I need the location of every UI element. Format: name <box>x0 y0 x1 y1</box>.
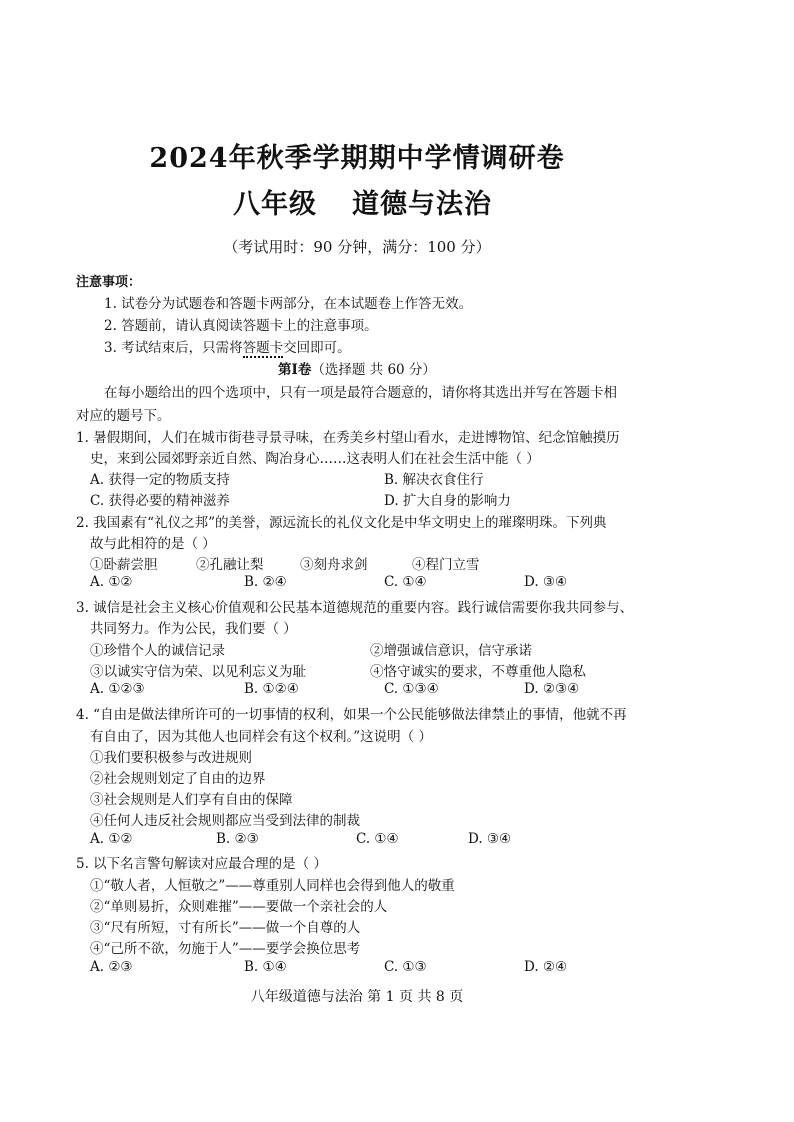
subject-label: 道德与法治 <box>352 189 492 220</box>
note-item <box>104 336 351 356</box>
question-3-option-a: A. ①②③ <box>90 681 145 697</box>
question-4-option-a: A. ①② <box>90 831 133 847</box>
section-instructions: 对应的题号下。 <box>76 408 171 424</box>
question-4-option-d: D. ③④ <box>468 831 512 847</box>
question-3-item: ①珍惜个人的诚信记录 <box>90 643 225 659</box>
question-4-item: ②社会规则划定了自由的边界 <box>90 771 266 787</box>
grade-label: 八年级 <box>233 189 317 220</box>
note-item: 2. 答题前，请认真阅读答题卡上的注意事项。 <box>104 318 378 334</box>
question-3-item: ③以诚实守信为荣、以见利忘义为耻 <box>90 664 306 680</box>
question-2-option-c: C. ①④ <box>384 574 427 590</box>
question-2-stem: 故与此相符的是（ ） <box>90 536 216 552</box>
page-footer: 八年级道德与法治 第 1 页 共 8 页 <box>250 989 464 1005</box>
question-2-option-d: D. ③④ <box>524 574 568 590</box>
question-4-stem: 有自由了，因为其他人也同样会有这个权利。”这说明（ ） <box>90 729 432 745</box>
question-4-option-c: C. ①④ <box>356 831 399 847</box>
question-5-option-c: C. ①③ <box>384 959 427 975</box>
note-item: 1. 试卷分为试题卷和答题卡两部分，在本试题卷上作答无效。 <box>104 296 473 312</box>
question-3-option-c: C. ①③④ <box>384 681 439 697</box>
question-1-option-c: C. 获得必要的精神滋养 <box>90 493 230 509</box>
question-1-stem: 史，来到公园郊野亲近自然、陶冶身心……这表明人们在社会生活中能（ ） <box>90 451 540 467</box>
question-5-option-d: D. ②④ <box>524 959 568 975</box>
question-1-option-d: D. 扩大自身的影响力 <box>384 493 511 509</box>
notes-heading: 注意事项： <box>76 275 142 290</box>
question-3-option-d: D. ②③④ <box>524 681 580 697</box>
section-title-bold: 第Ⅰ卷 <box>278 362 312 378</box>
question-2-item: ③刻舟求剑 <box>300 557 368 573</box>
question-2-item: ①卧薪尝胆 <box>90 557 158 573</box>
exam-title: 2024年秋季学期期中学情调研卷 <box>149 143 565 174</box>
question-2-stem: 2. 我国素有“礼仪之邦”的美誉，源远流长的礼仪文化是中华文明史上的璀璨明珠。下列典 <box>76 515 607 531</box>
question-5-item: ②“单则易折，众则难摧”——要做一个亲社会的人 <box>90 899 388 915</box>
question-4-item: ①我们要积极参与改进规则 <box>90 750 252 766</box>
question-1-option-a: A. 获得一定的物质支持 <box>90 472 230 488</box>
question-2-item: ④程门立雪 <box>412 557 480 573</box>
question-2-item: ②孔融让梨 <box>196 557 264 573</box>
question-5-option-a: A. ②③ <box>90 959 133 975</box>
question-2-option-b: B. ②④ <box>244 574 287 590</box>
question-5-item: ③“尺有所短，寸有所长”——做一个自尊的人 <box>90 920 361 936</box>
note-emphasis: 答题卡 <box>242 340 284 356</box>
question-3-stem: 3. 诚信是社会主义核心价值观和公民基本道德规范的重要内容。践行诚信需要你我共同参与、 <box>76 600 634 616</box>
question-5-stem: 5. 以下名言警句解读对应最合理的是（ ） <box>76 856 327 872</box>
question-1-stem: 1. 暑假期间，人们在城市街巷寻景寻味，在秀美乡村望山看水，走进博物馆、纪念馆触摸历 <box>76 430 620 446</box>
question-3-item: ④恪守诚实的要求，不尊重他人隐私 <box>370 664 586 680</box>
section-instructions: 在每小题给出的四个选项中，只有一项是最符合题意的，请你将其选出并写在答题卡相 <box>104 385 617 401</box>
question-3-option-b: B. ①②④ <box>244 681 299 697</box>
note-text: 交回即可。 <box>283 340 351 356</box>
question-2-option-a: A. ①② <box>90 574 133 590</box>
question-1-option-b: B. 解决衣食住行 <box>384 472 484 488</box>
question-4-option-b: B. ②③ <box>216 831 259 847</box>
question-4-stem: 4. “自由是做法律所许可的一切事情的权利，如果一个公民能够做法律禁止的事情，他就不再 <box>76 707 627 723</box>
question-4-item: ④任何人违反社会规则都应当受到法律的制裁 <box>90 813 360 829</box>
exam-info: （考试用时：90 分钟，满分：100 分） <box>223 238 491 256</box>
section-title-rest: （选择题 共 60 分） <box>311 362 436 378</box>
note-text: 3. 考试结束后，只需将 <box>104 340 243 356</box>
question-5-item: ①“敬人者，人恒敬之”——尊重别人同样也会得到他人的敬重 <box>90 878 455 894</box>
question-5-option-b: B. ①④ <box>244 959 287 975</box>
question-3-stem: 共同努力。作为公民，我们要（ ） <box>90 621 297 637</box>
question-5-item: ④“己所不欲，勿施于人”——要学会换位思考 <box>90 941 361 957</box>
question-3-item: ②增强诚信意识，信守承诺 <box>370 643 532 659</box>
section-title <box>0 358 714 378</box>
question-4-item: ③社会规则是人们享有自由的保障 <box>90 792 293 808</box>
